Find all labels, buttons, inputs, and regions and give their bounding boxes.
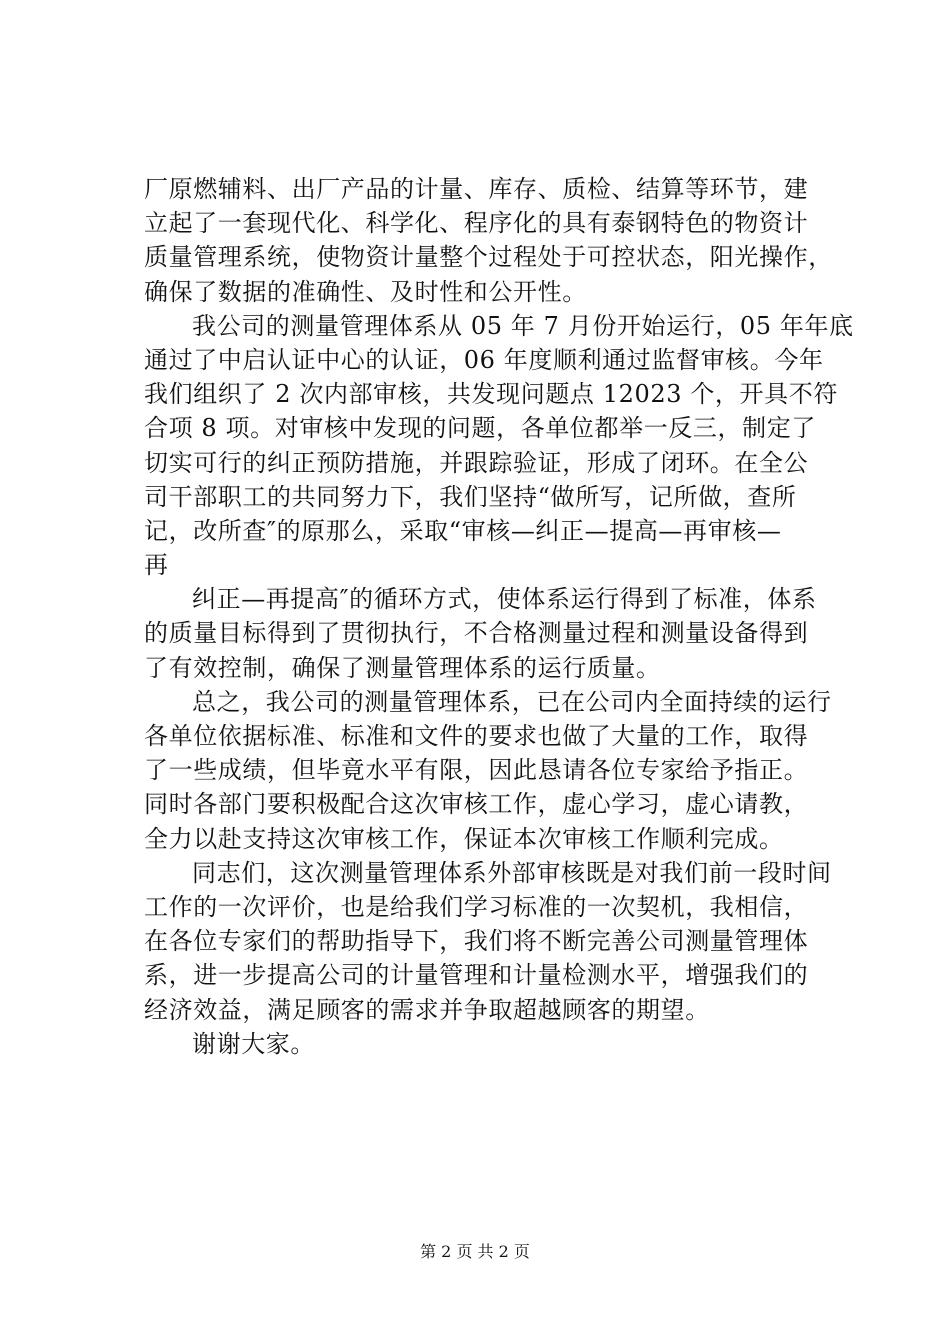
text-line: 工作的一次评价，也是给我们学习标准的一次契机，我相信， [144,892,809,921]
paragraph-start-line: 纠正—再提高″的循环方式，使体系运行得到了标准，体系 [192,585,817,614]
text-line: 司干部职工的共同努力下，我们坚持“做所写，记所做，查所 [144,482,797,511]
text-line: 厂原燃辅料、出厂产品的计量、库存、质检、结算等环节，建 [144,175,809,203]
text-line: 的质量目标得到了贯彻执行，不合格测量过程和测量设备得到 [144,619,809,648]
text-line: 确保了数据的准确性、及时性和公开性。 [144,277,587,306]
text-line: 合项 8 项。对审核中发现的问题，各单位都举一反三，制定了 [144,414,816,443]
text-line: 各单位依据标准、标准和文件的要求也做了大量的工作，取得 [144,722,809,750]
text-line: 在各位专家们的帮助指导下，我们将不断完善公司测量管理体 [144,927,809,956]
page-footer [0,1242,950,1262]
closing-line: 谢谢大家。 [192,1029,315,1058]
text-line: 切实可行的纠正预防措施，并跟踪验证，形成了闭环。在全公 [144,448,809,477]
text-line: 同时各部门要积极配合这次审核工作，虚心学习，虚心请教， [144,790,809,819]
text-line: 了一些成绩，但毕竟水平有限，因此恳请各位专家给予指正。 [144,756,809,785]
text-line: 全力以赴支持这次审核工作，保证本次审核工作顺利完成。 [144,824,784,853]
paragraph-start-line: 我公司的测量管理体系从 05 年 7 月份开始运行，05 年年底 [192,311,854,340]
page-number: 第 2 页 共 2 页 [420,1242,530,1261]
text-line: 再 [144,551,169,580]
text-line: 通过了中启认证中心的认证，06 年度顺利通过监督审核。今年 [144,345,824,374]
text-line: 我们组织了 2 次内部审核，共发现问题点 12023 个，开具不符 [144,380,838,409]
text-line: 系，进一步提高公司的计量管理和计量检测水平，增强我们的 [144,961,809,990]
text-line: 立起了一套现代化、科学化、程序化的具有泰钢特色的物资计 [144,209,809,238]
text-line: 记，改所查″的原那么，采取“审核—纠正—提高—再审核— [144,516,782,545]
text-line: 经济效益，满足顾客的需求并争取超越顾客的期望。 [144,995,710,1024]
text-line: 质量管理系统，使物资计量整个过程处于可控状态，阳光操作， [144,243,833,272]
paragraph-start-line: 总之，我公司的测量管理体系，已在公司内全面持续的运行 [192,687,832,716]
paragraph-start-line: 同志们，这次测量管理体系外部审核既是对我们前一段时间 [192,858,832,887]
body-text [144,172,854,1061]
text-line: 了有效控制，确保了测量管理体系的运行质量。 [144,653,661,682]
